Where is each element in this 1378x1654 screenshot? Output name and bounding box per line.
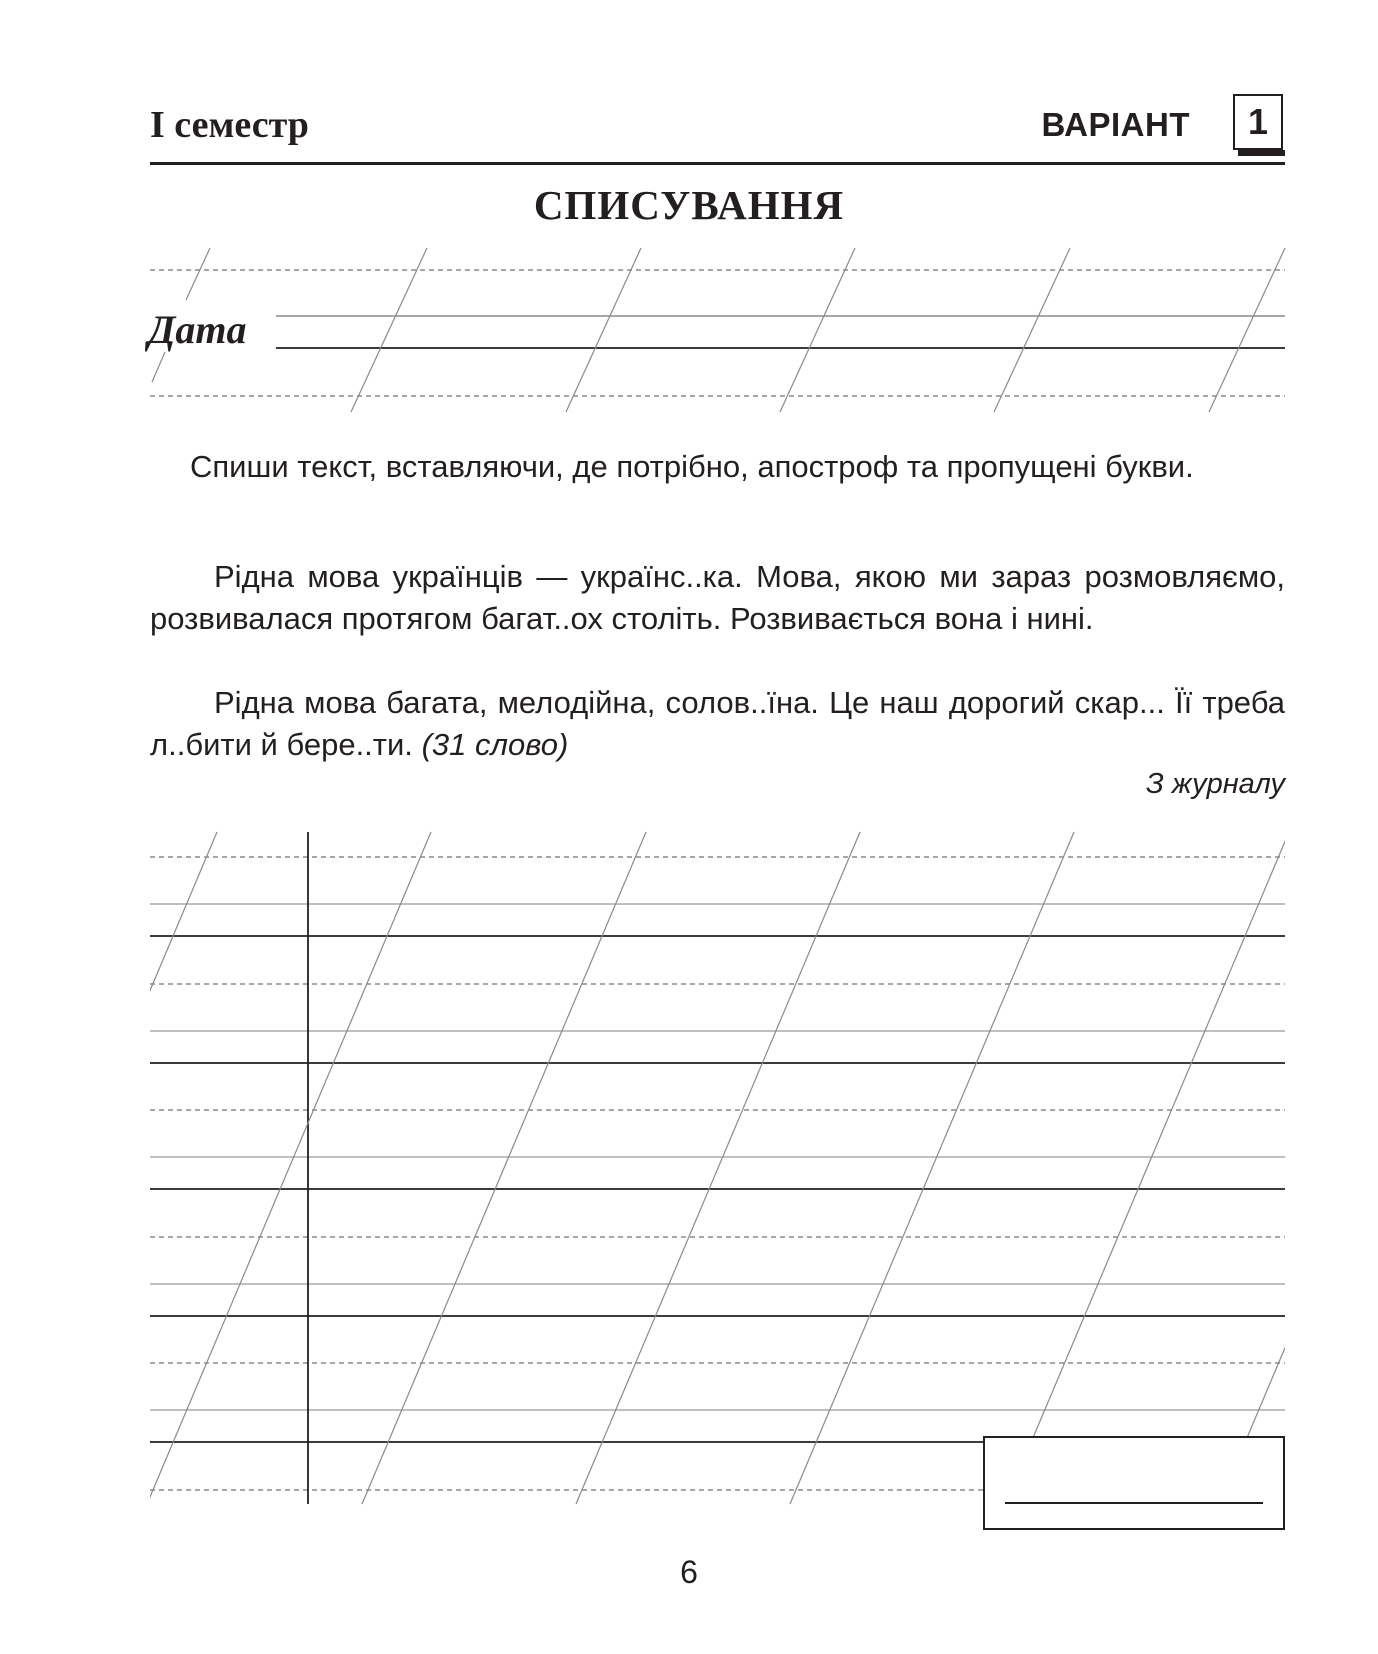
semester-heading: I семестр [150,104,309,146]
task-instruction: Спиши текст, вставляючи, де потрібно, апостроф та пропущені букви. [190,449,1194,484]
paragraph-text: Рідна мова багата, мелодійна, солов..їна. Це наш дорогий скар... Її треба л..бити й бере..ти. [150,685,1285,762]
page-title: СПИСУВАННЯ [533,182,845,228]
page-number: 6 [680,1554,698,1590]
paragraph-text: Рідна мова українців — українс..ка. Мова, якою ми зараз розмовляємо, розвивалася протягом багат..ох століть. Розвивається вона і нині. [150,559,1285,636]
word-count: (31 слово) [421,727,569,762]
variant-number-box: 1 [1233,94,1283,150]
variant-label: ВАРІАНТ [1041,106,1190,143]
text-source: З журналу [1145,768,1285,800]
score-box[interactable] [983,1436,1285,1530]
score-line [1005,1502,1263,1504]
date-label: Дата [148,307,247,352]
